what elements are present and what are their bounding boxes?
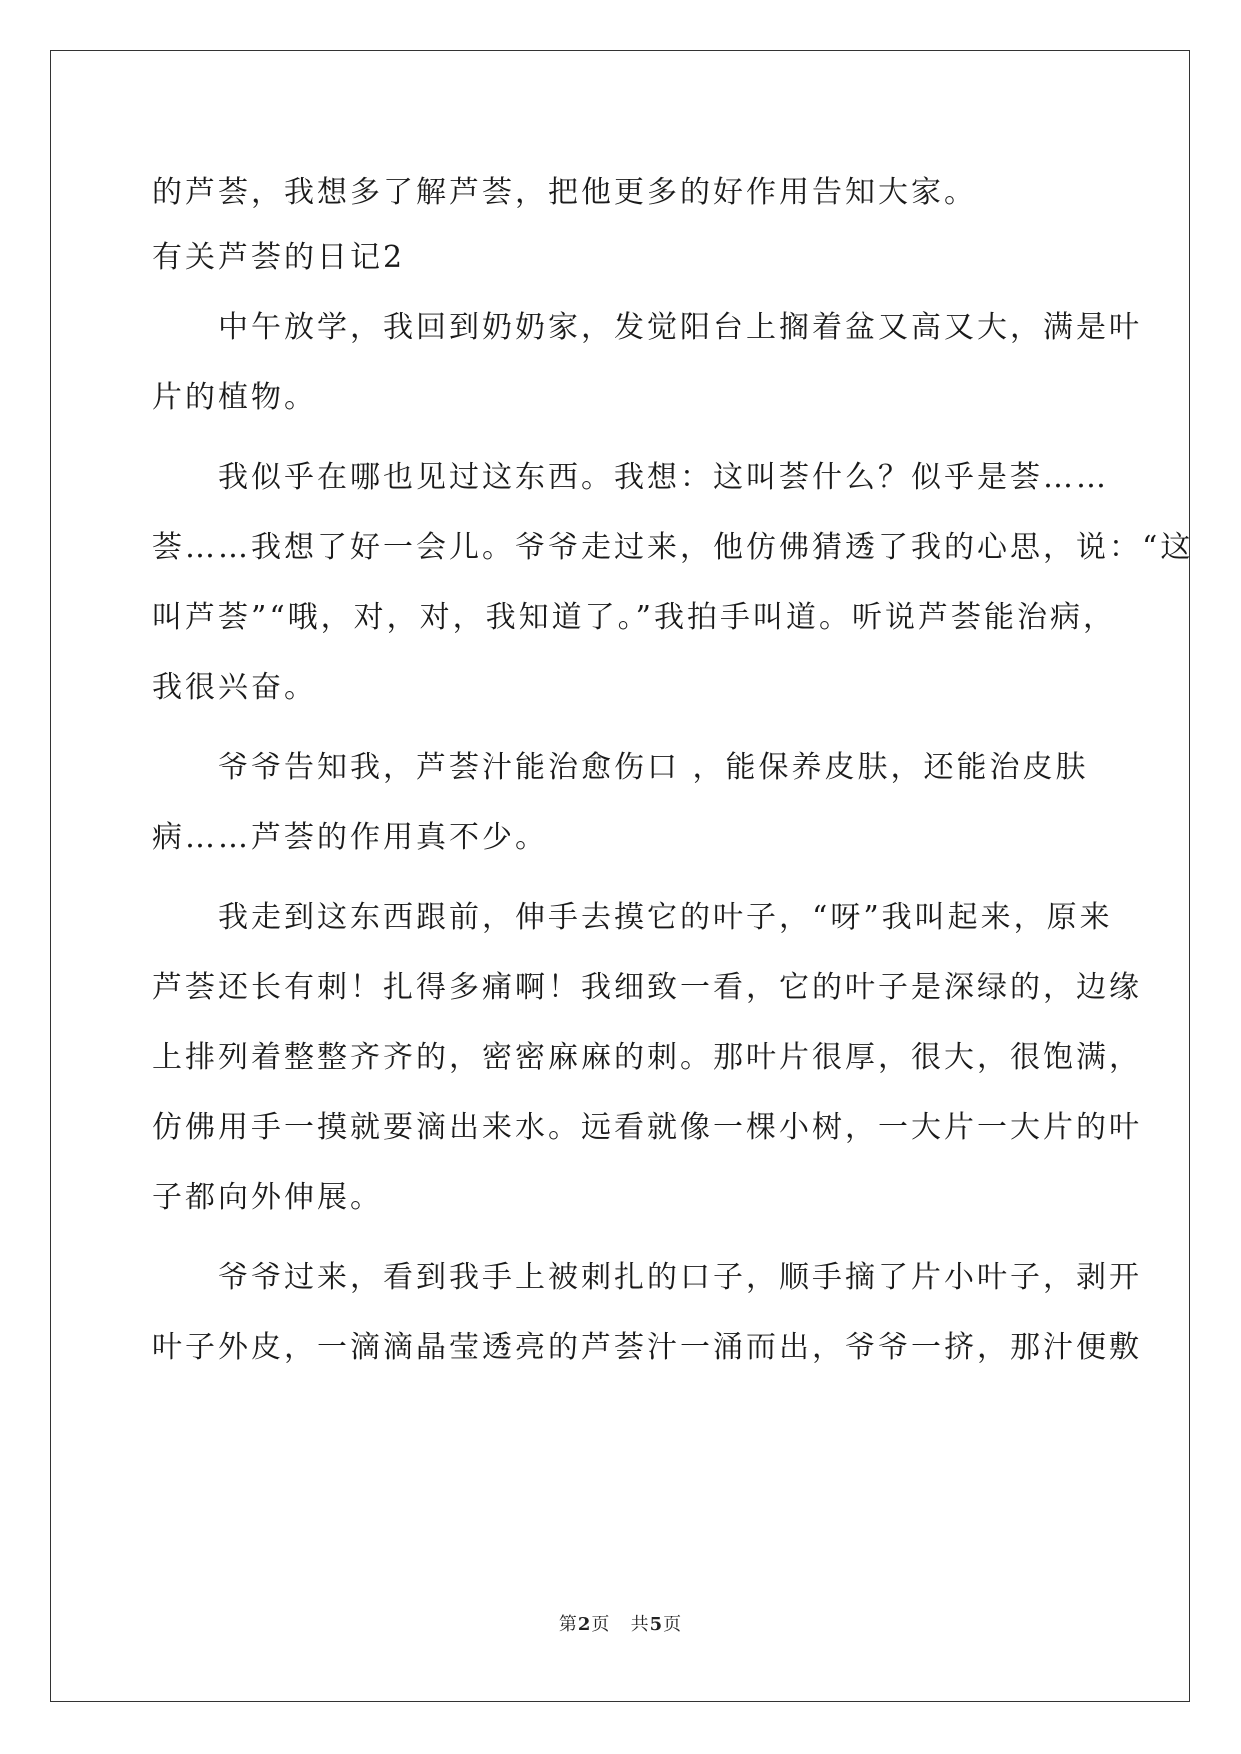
text-line: 我很兴奋。: [152, 670, 317, 705]
text-line: 我走到这东西跟前，伸手去摸它的叶子，“呀”我叫起来，原来: [152, 900, 1113, 935]
footer-total-unit: 页: [663, 1614, 683, 1635]
current-page-number: 2: [577, 1614, 592, 1635]
text-line: 芦荟还长有刺！扎得多痛啊！我细致一看，它的叶子是深绿的，边缘: [152, 970, 1142, 1005]
text-line: 上排列着整整齐齐的，密密麻麻的刺。那叶片很厚，很大，很饱满，: [152, 1040, 1142, 1075]
section-heading: 有关芦荟的日记2: [152, 240, 406, 275]
text-line: 片的植物。: [152, 380, 317, 415]
footer-page-unit: 页: [591, 1614, 611, 1635]
text-line: 的芦荟，我想多了解芦荟，把他更多的好作用告知大家。: [152, 175, 977, 210]
text-line: 爷爷过来，看到我手上被刺扎的口子，顺手摘了片小叶子，剥开: [152, 1260, 1142, 1295]
footer-total-prefix: 共: [630, 1614, 650, 1635]
footer-prefix: 第: [558, 1614, 578, 1635]
text-line: 我似乎在哪也见过这东西。我想：这叫荟什么？似乎是荟……: [152, 460, 1109, 495]
text-line: 叶子外皮，一滴滴晶莹透亮的芦荟汁一涌而出，爷爷一挤，那汁便敷: [152, 1330, 1142, 1365]
text-line: 病……芦荟的作用真不少。: [152, 820, 548, 855]
text-line: 荟……我想了好一会儿。爷爷走过来，他仿佛猜透了我的心思，说：“这: [152, 530, 1194, 565]
text-line: 爷爷告知我，芦荟汁能治愈伤口 ，能保养皮肤，还能治皮肤: [152, 750, 1089, 785]
total-pages-number: 5: [649, 1614, 664, 1635]
text-line: 仿佛用手一摸就要滴出来水。远看就像一棵小树，一大片一大片的叶: [152, 1110, 1142, 1145]
text-line: 中午放学，我回到奶奶家，发觉阳台上搁着盆又高又大，满是叶: [152, 310, 1142, 345]
text-line: 叫芦荟”“哦，对，对，我知道了。”我拍手叫道。听说芦荟能治病，: [152, 600, 1117, 635]
page-footer: [0, 1610, 1241, 1636]
text-line: 子都向外伸展。: [152, 1180, 383, 1215]
